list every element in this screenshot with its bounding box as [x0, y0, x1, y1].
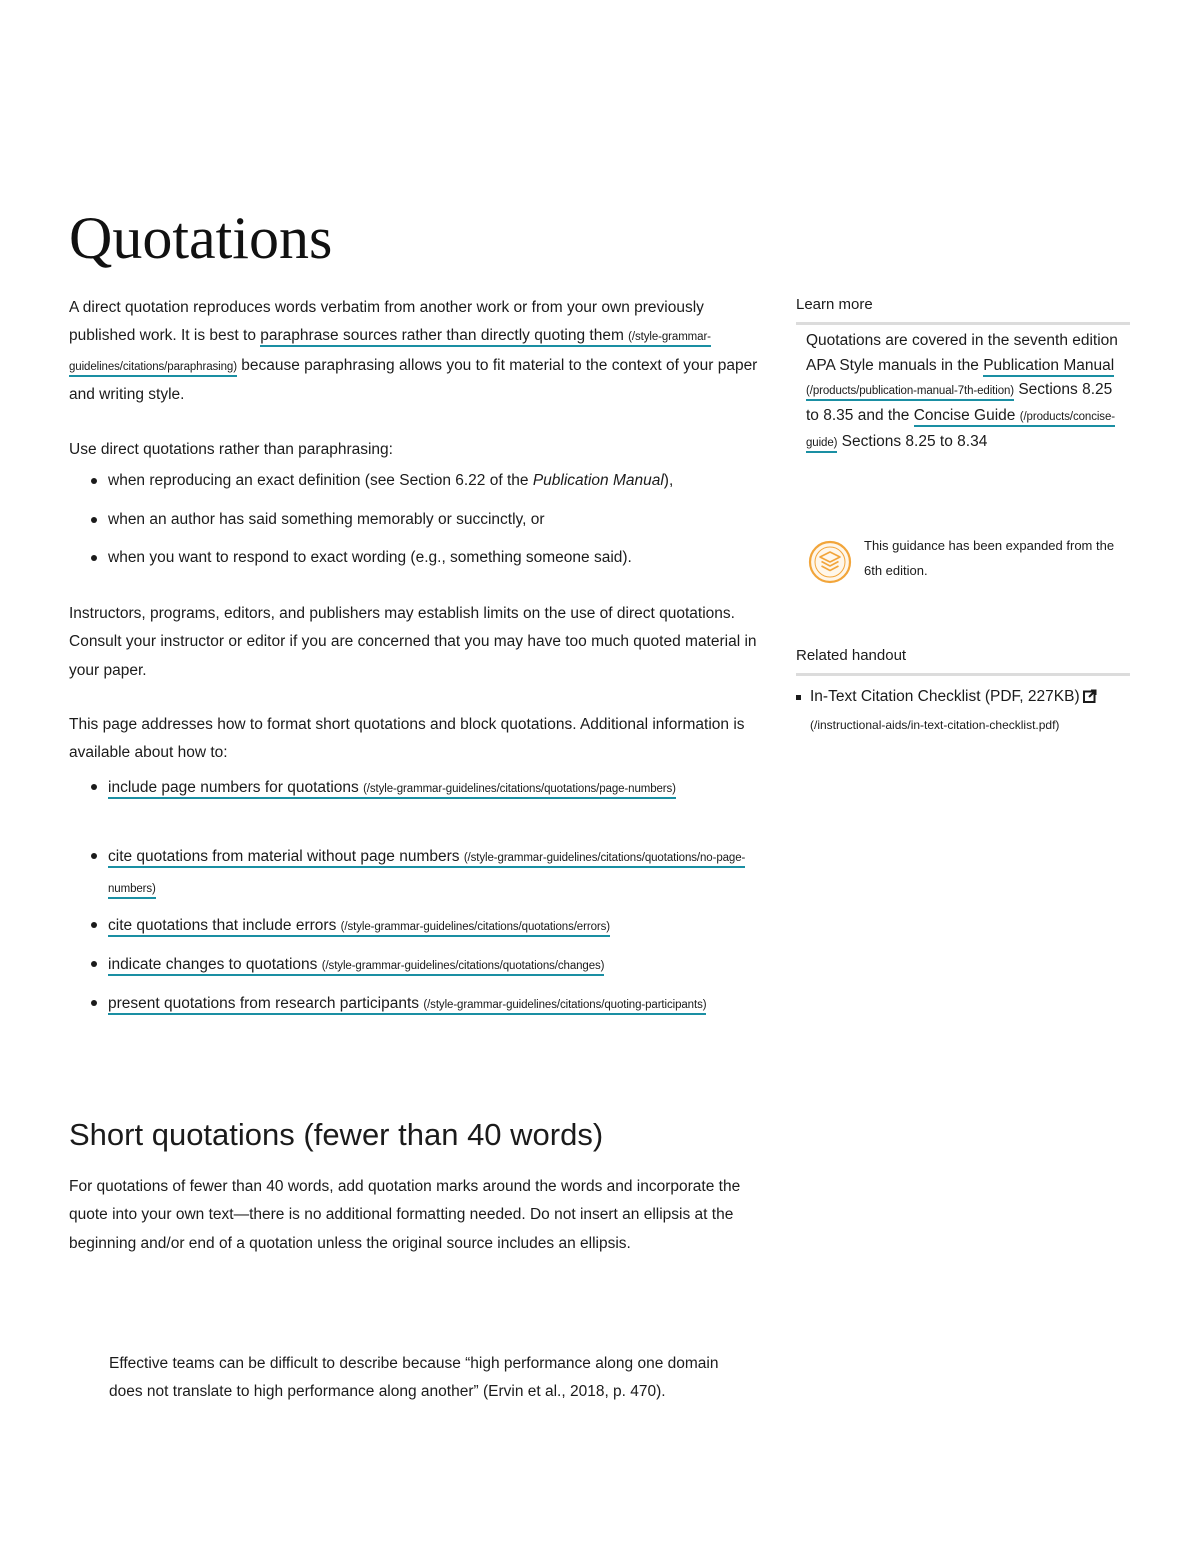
bullet-square: [796, 695, 801, 700]
short-quotations-heading: Short quotations (fewer than 40 words): [69, 1117, 604, 1152]
handout-link-label[interactable]: In-Text Citation Checklist (PDF, 227KB): [810, 688, 1080, 705]
list-item: when an author has said something memorably or succinctly, or: [69, 507, 769, 546]
page-title: Quotations: [69, 205, 333, 271]
how-to-list: [69, 773, 769, 1049]
list-item: when you want to respond to exact wording (e.g., something someone said).: [69, 545, 769, 584]
edition-badge-text: This guidance has been expanded from the 6th edition.: [864, 538, 1115, 578]
external-link-icon: [1083, 689, 1097, 703]
errors-link[interactable]: cite quotations that include errors (/style-grammar-guidelines/citations/quotations/errors): [108, 917, 610, 937]
page-numbers-link[interactable]: include page numbers for quotations (/style-grammar-guidelines/citations/quotations/page-numbers): [108, 779, 676, 799]
intro-paragraph: [69, 294, 769, 410]
no-page-numbers-link[interactable]: cite quotations from material without page numbers (/style-grammar-guidelines/citations/quotations/no-page-numbers): [108, 848, 745, 899]
short-quotations-paragraph: For quotations of fewer than 40 words, add quotation marks around the words and incorporate the quote into your own text—there is no additional formatting needed. Do not insert an ellipsis at the beginning and/or end of a quotation unless the original source includes an ellipsis.: [69, 1178, 741, 1252]
instructors-paragraph: Instructors, programs, editors, and publishers may establish limits on the use of direct quotations. Consult your instructor or editor if you are concerned that you may have too much quoted material in your paper.: [69, 605, 757, 679]
list-item: [69, 989, 769, 1049]
learn-more-title: Learn more: [796, 295, 1130, 325]
paraphrasing-link-label: paraphrase sources rather than directly quoting them: [260, 327, 624, 345]
list-item: [69, 911, 769, 950]
list-item: when reproducing an exact definition (see Section 6.22 of the Publication Manual),: [69, 468, 769, 507]
intro-text-pre: A direct quotation reproduces words verbatim from another work or from your own previously published work. It is best to: [69, 299, 704, 345]
layers-icon: [808, 540, 852, 584]
intro-text-post: because paraphrasing allows you to fit material to the context of your paper and writing style.: [69, 356, 758, 404]
list-item: [69, 773, 769, 842]
paraphrasing-link-path: (/style-grammar-guidelines/citations/paraphrasing): [69, 331, 711, 373]
list-item: [69, 842, 769, 911]
quoting-participants-link[interactable]: present quotations from research participants (/style-grammar-guidelines/citations/quoting-participants): [108, 995, 706, 1015]
addresses-paragraph: This page addresses how to format short quotations and block quotations. Additional information is available about how to:: [69, 716, 745, 762]
use-direct-heading: Use direct quotations rather than paraphrasing:: [69, 441, 393, 458]
changes-link[interactable]: indicate changes to quotations (/style-grammar-guidelines/citations/quotations/changes): [108, 956, 604, 976]
publication-manual-link[interactable]: Publication Manual (/products/publication-manual-7th-edition): [806, 357, 1114, 402]
example-quotation: Effective teams can be difficult to describe because “high performance along one domain does not translate to high performance along another” (Ervin et al., 2018, p. 470).: [109, 1355, 719, 1401]
learn-more-text: Quotations are covered in the seventh edition APA Style manuals in the Publication Manual (/products/publication-manual-7th-edition) Sections 8.25 to 8.35 and the Concise Guide (/products/concise-guide) Sections 8.25 to 8.34: [806, 329, 1126, 456]
handout-link-wrap[interactable]: [796, 683, 1130, 739]
list-item: [69, 950, 769, 989]
related-handout-title: Related handout: [796, 646, 1130, 676]
handout-item: [796, 683, 1130, 739]
concise-guide-link[interactable]: Concise Guide (/products/concise-guide): [806, 407, 1115, 453]
handout-link-path[interactable]: (/instructional-aids/in-text-citation-checklist.pdf): [810, 718, 1060, 732]
use-direct-list: [69, 468, 769, 584]
